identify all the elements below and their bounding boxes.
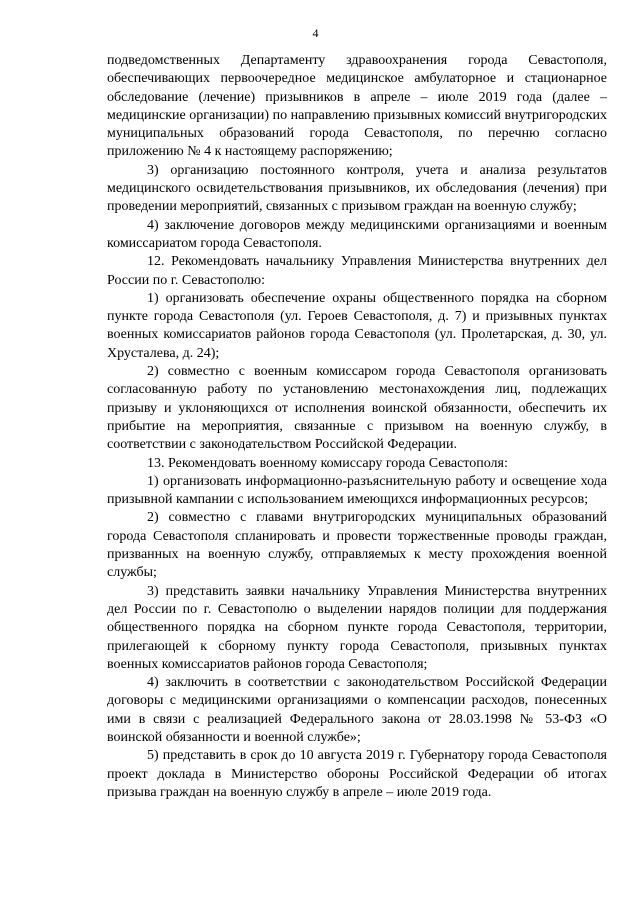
paragraph: 12. Рекомендовать начальнику Управления Министерства внутренних дел России по г. Севастополю: bbox=[107, 254, 607, 288]
paragraph: 1) организовать информационно-разъяснительную работу и освещение хода призывной кампании с использованием имеющихся информационных ресурсов; bbox=[107, 473, 607, 508]
paragraph: 3) организацию постоянного контроля, учета и анализа результатов медицинского освидетельствования призывников, их обследования (лечения) при проведении мероприятий, связанных с призывом граждан на военную службу; bbox=[107, 162, 607, 215]
paragraph: 1) организовать обеспечение охраны общественного порядка на сборном пункте города Севастополя (ул. Героев Севастополя, д. 7) и призывных пунктах военных комиссариатов районов города Севастополя (ул. Пролетарская, д. 30, ул. Хрусталева, д. 24); bbox=[107, 290, 607, 361]
paragraph: 4) заключение договоров между медицинскими организациями и военным комиссариатом города Севастополя. bbox=[107, 217, 607, 251]
document-body bbox=[107, 52, 607, 802]
paragraph: 5) представить в срок до 10 августа 2019 г. Губернатору города Севастополя проект доклада в Министерство обороны Российской Федерации об итогах призыва граждан на военную службу в апреле – июле 2019 года. bbox=[107, 748, 607, 800]
paragraph: подведомственных Департаменту здравоохранения города Севастополя, обеспечивающих первоочередное медицинское амбулаторное и стационарное обследование (лечение) призывников в апреле – июле 2019 года (далее – медицинские организации) по направлению призывных комиссий внутригородских муниципальных образований города Севастополя, по перечню согласно приложению № 4 к настоящему распоряжению; bbox=[107, 53, 607, 160]
paragraph: 3) представить заявки начальнику Управления Министерства внутренних дел России по г. Севастополю о выделении нарядов полиции для поддержания общественного порядка на сборном пункте города Севастополя, территории, прилегающей к сборному пункту города Севастополя, призывных пунктах военных комиссариатов районов города Севастополя; bbox=[107, 583, 607, 672]
paragraph: 4) заключить в соответствии с законодательством Российской Федерации договоры с медицинскими организациями о компенсации расходов, понесенных ими в связи с реализацией Федерального закона от 28.03.1998 № 53-ФЗ «О воинской обязанности и военной службе»; bbox=[107, 675, 607, 745]
paragraph: 2) совместно с главами внутригородских муниципальных образований города Севастополя спланировать и провести торжественные проводы граждан, призванных на военную службу, отправляемых к месту прохождения военной службы; bbox=[107, 510, 607, 581]
page-number: 4 bbox=[312, 26, 319, 40]
paragraph: 13. Рекомендовать военному комиссару города Севастополя: bbox=[147, 455, 508, 471]
paragraph: 2) совместно с военным комиссаром города Севастополя организовать согласованную работу по установлению местонахождения лиц, подлежащих призыву и уклоняющихся от исполнения воинской обязанности, обеспечить их прибытие на мероприятия, связанные с призывом на военную службу, в соответствии с законодательством Российской Федерации. bbox=[107, 364, 607, 453]
